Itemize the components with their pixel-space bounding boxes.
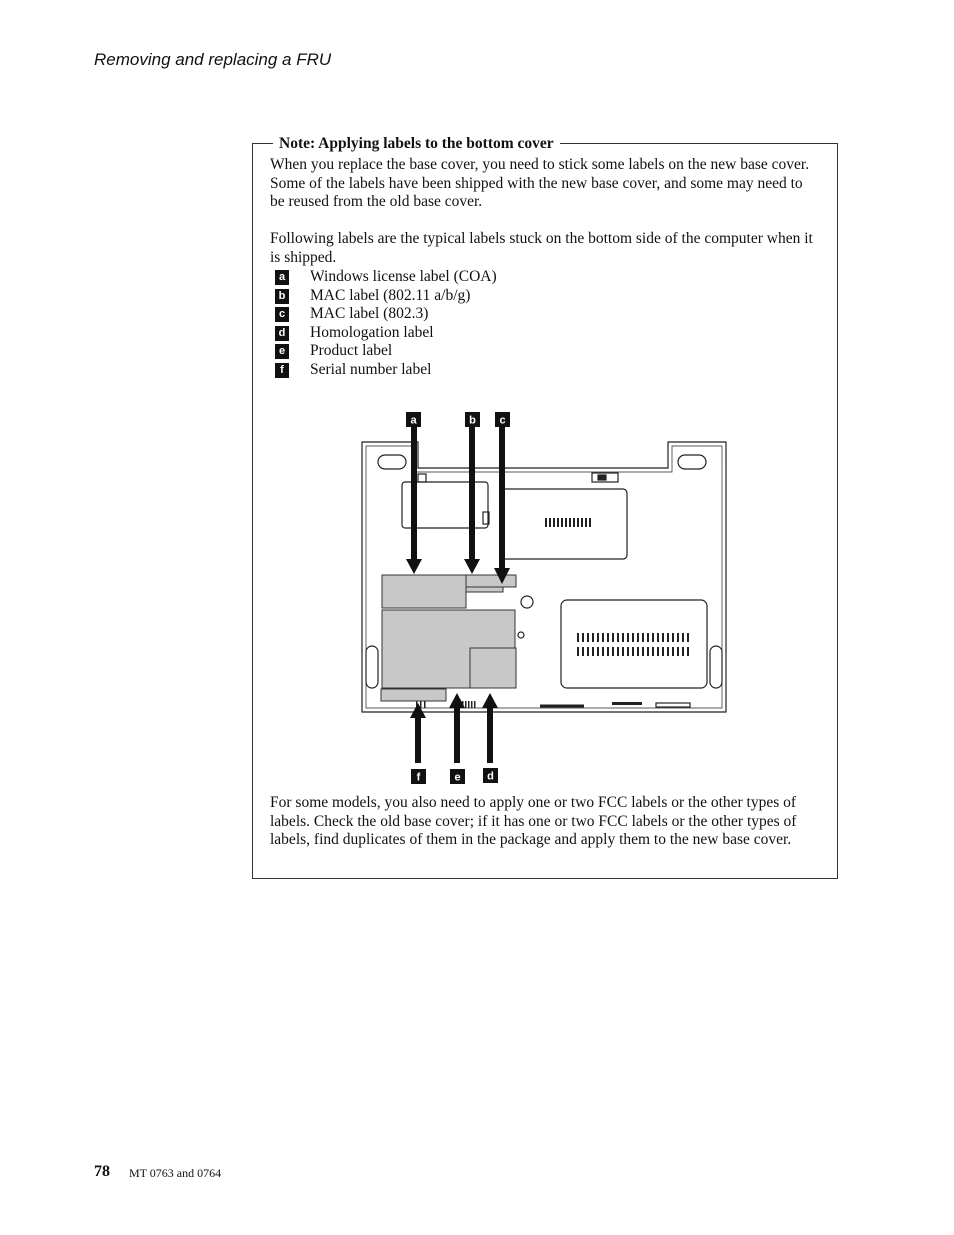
note-paragraph-1: When you replace the base cover, you need to stick some labels on the new base cover. Some of the labels have been shipped with the new base cover, and some may need to be reused from the old base cover. bbox=[270, 156, 810, 211]
label-area-a bbox=[382, 575, 466, 608]
label-area-f bbox=[381, 689, 446, 701]
label-text: MAC label (802.3) bbox=[310, 305, 429, 323]
callout-a bbox=[406, 412, 421, 427]
callout-badge: c bbox=[275, 307, 289, 322]
note-title: Note: Applying labels to the bottom cover bbox=[273, 135, 560, 153]
note-paragraph-2: Following labels are the typical labels stuck on the bottom side of the computer when it is shipped. bbox=[270, 230, 813, 266]
callout-c-letter: c bbox=[499, 414, 506, 427]
callout-badge: d bbox=[275, 326, 289, 341]
note-paragraph-3: For some models, you also need to apply one or two FCC labels or the other types of labels. Check the old base cover; if it has one or two FCC labels or the other types of labels, find duplicates of them in the package and apply them to the new base cover. bbox=[270, 794, 797, 849]
callout-badge: b bbox=[275, 289, 289, 304]
callout-badge: f bbox=[275, 363, 289, 378]
label-text: Homologation label bbox=[310, 323, 434, 341]
label-area-c bbox=[466, 587, 503, 592]
label-area-b bbox=[466, 575, 516, 587]
callout-f-letter: f bbox=[416, 771, 421, 784]
label-area-d bbox=[470, 648, 516, 688]
label-text: MAC label (802.11 a/b/g) bbox=[310, 286, 471, 304]
label-areas bbox=[381, 575, 516, 701]
callout-badge: a bbox=[275, 270, 289, 285]
callout-f bbox=[411, 769, 426, 784]
callout-a-letter: a bbox=[410, 414, 417, 427]
label-text: Windows license label (COA) bbox=[310, 268, 497, 285]
label-text: Serial number label bbox=[310, 360, 432, 378]
page-number: 78 bbox=[94, 1163, 110, 1180]
label-text: Product label bbox=[310, 342, 393, 360]
callout-c bbox=[495, 412, 510, 427]
callout-e-letter: e bbox=[454, 771, 461, 784]
callout-badge: e bbox=[275, 344, 289, 359]
callout-b-letter: b bbox=[469, 414, 476, 427]
callout-d bbox=[483, 768, 498, 783]
footer-text: MT 0763 and 0764 bbox=[129, 1166, 222, 1180]
callout-d-letter: d bbox=[487, 770, 494, 783]
callout-e bbox=[450, 769, 465, 784]
running-header: Removing and replacing a FRU bbox=[94, 50, 332, 69]
callout-b bbox=[465, 412, 480, 427]
